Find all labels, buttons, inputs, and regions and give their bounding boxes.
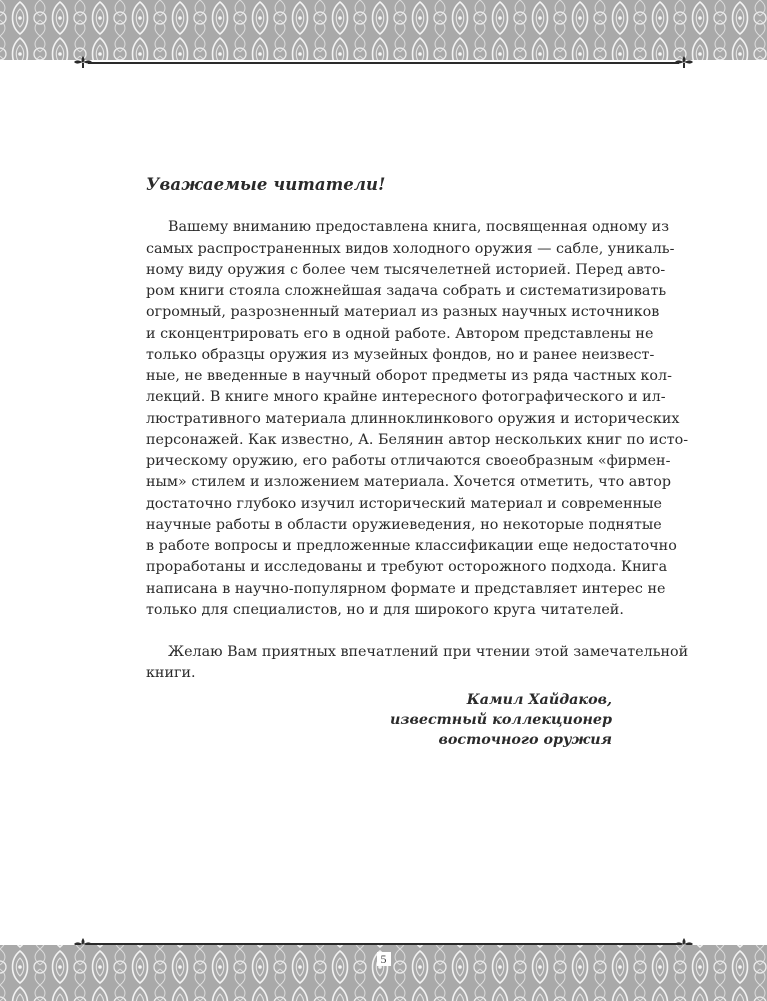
foreword-body <box>146 174 689 685</box>
top-ornamental-band <box>0 0 767 60</box>
text-line: проработаны и исследованы и требуют осторожного подхода. Книга <box>146 559 668 576</box>
text-line: достаточно глубоко изучил исторический материал и современные <box>146 495 663 512</box>
text-line: в работе вопросы и предложенные классификации еще недостаточно <box>146 538 677 554</box>
text-line: ром книги стояла сложнейшая задача собрать и систематизировать <box>146 283 667 299</box>
text-line: люстративного материала длинноклинкового оружия и исторических <box>146 410 680 427</box>
top-rule <box>88 62 679 64</box>
text-line: лекций. В книге много крайне интересного фотографического и ил- <box>146 389 666 406</box>
text-line: Желаю Вам приятных впечатлений при чтении этой замечательной <box>168 644 689 660</box>
text-line: Вашему вниманию предоставлена книга, посвященная одному из <box>168 219 669 236</box>
text-line: научные работы в области оружиеведения, но некоторые поднятые <box>146 516 662 533</box>
text-line: только для специалистов, но и для широкого круга читателей. <box>146 601 624 618</box>
signature-block <box>300 690 612 750</box>
text-line: ному виду оружия с более чем тысячелетней историей. Перед авто- <box>146 261 666 278</box>
text-line: книги. <box>146 665 196 682</box>
text-line: написана в научно-популярном формате и представляет интерес не <box>146 580 666 597</box>
page-heading: Уважаемые читатели! <box>146 175 386 194</box>
paragraph-wishes <box>146 642 689 685</box>
paragraph-foreword <box>146 217 689 621</box>
text-line: персонажей. Как известно, А. Белянин автор нескольких книг по исто- <box>146 431 689 448</box>
fleur-de-lis-icon <box>673 55 695 69</box>
page-number <box>0 952 767 967</box>
signature-title-2: восточного оружия <box>438 732 612 748</box>
page-number-value: 5 <box>377 952 391 966</box>
text-line: ным» стилем и изложением материала. Хочется отметить, что автор <box>146 474 672 491</box>
signature-name: Камил Хайдаков, <box>466 692 612 708</box>
text-line: ные, не введенные в научный оборот предметы из ряда частных кол- <box>146 368 672 384</box>
text-line: и сконцентрировать его в одной работе. Автором представлены не <box>146 325 654 342</box>
text-line: огромный, разрозненный материал из разных научных источников <box>146 304 660 321</box>
text-line: только образцы оружия из музейных фондов, но и ранее неизвест- <box>146 346 655 363</box>
fleur-de-lis-icon <box>72 55 94 69</box>
signature-title-1: известный коллекционер <box>389 712 612 728</box>
text-line: самых распространенных видов холодного оружия — сабле, уникаль- <box>146 240 675 257</box>
text-line: рическому оружию, его работы отличаются своеобразным «фирмен- <box>146 453 671 469</box>
